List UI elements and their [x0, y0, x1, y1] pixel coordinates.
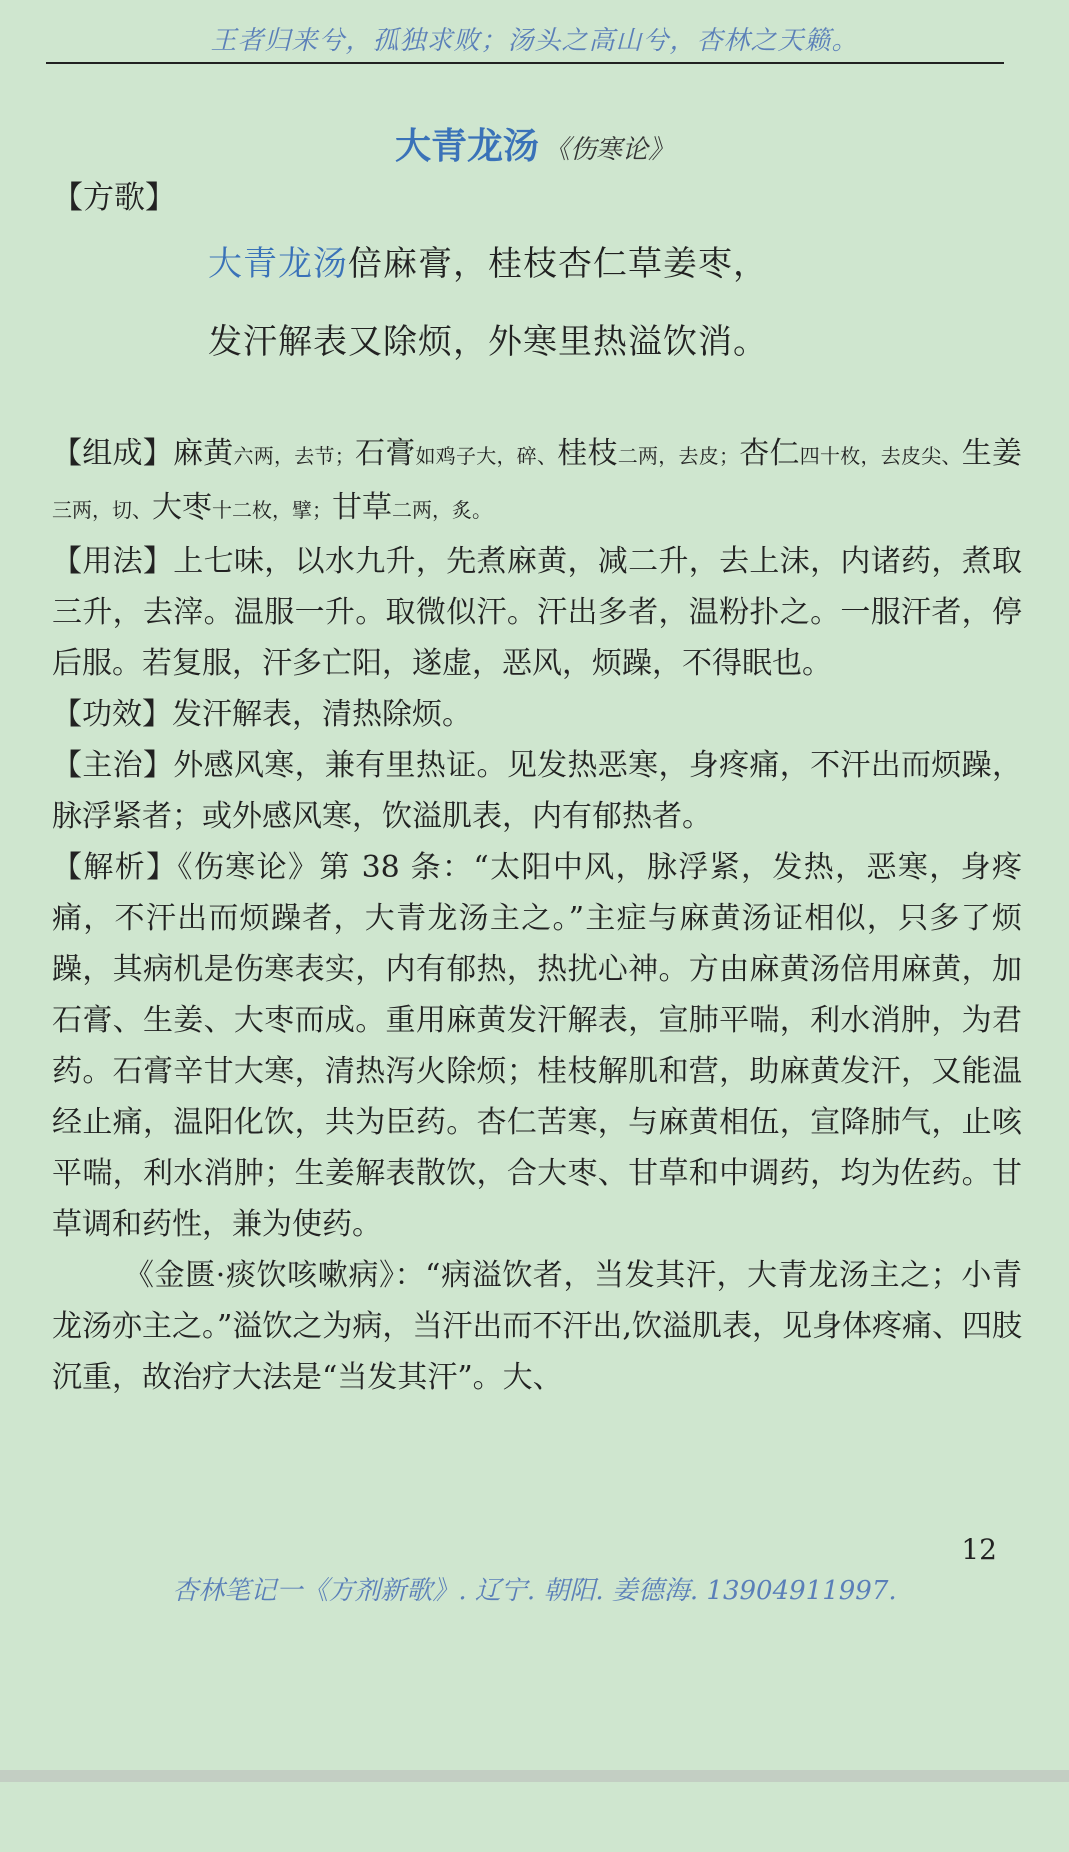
yongfa-paragraph — [52, 536, 1022, 689]
jiexi-label: 【解析】 — [52, 850, 178, 885]
verse-line-1 — [208, 236, 768, 285]
gongxiao-label: 【功效】 — [52, 697, 172, 732]
yongfa-text: 上七味，以水九升，先煮麻黄，减二升，去上沫，内诸药，煮取三升，去滓。温服一升。取微似汗。汗出多者，温粉扑之。一服汗者，停后服。若复服，汗多亡阳，遂虚，恶风，烦躁，不得眠也。 — [52, 544, 1023, 681]
ingredient-name: 甘草 — [332, 490, 392, 525]
jiexi-text: 《伤寒论》第 38 条：“太阳中风，脉浮紧，发热，恶寒，身疼痛，不汗出而烦躁者，大青龙汤主之。”主症与麻黄汤证相似，只多了烦躁，其病机是伤寒表实，内有郁热，热扰心神。方由麻黄汤倍用麻黄，加石膏、生姜、大枣而成。重用麻黄发汗解表，宣肺平喘，利水消肿，为君药。石膏辛甘大寒，清热泻火除烦；桂枝解肌和营，助麻黄发汗，又能温经止痛，温阳化饮，共为臣药。杏仁苦寒，与麻黄相伍，宣降肺气，止咳平喘，利水消肿；生姜解表散饮，合大枣、甘草和中调药，均为佐药。甘草调和药性，兼为使药。 — [52, 850, 1023, 1242]
ingredient-note: 三两，切、 — [52, 498, 152, 522]
ingredient-name: 麻黄 — [173, 436, 234, 471]
ingredient-note: 二两，炙。 — [392, 498, 492, 522]
header-motto: 王者归来兮，孤独求败；汤头之高山兮，杏林之天籁。 — [210, 26, 859, 56]
ingredient-note: 四十枚，去皮尖、 — [799, 444, 962, 468]
ingredient-name: 杏仁 — [739, 436, 800, 471]
verse-highlight: 大青龙汤 — [208, 244, 348, 284]
ingredient-note: 十二枚，擘； — [212, 498, 332, 522]
header-divider — [46, 62, 1004, 64]
body-text — [52, 428, 1022, 1403]
zucheng-label: 【组成】 — [52, 436, 173, 471]
ingredient-note: 六两，去节； — [233, 444, 355, 468]
ingredient-note: 二两，去皮； — [617, 444, 739, 468]
zhuzhi-text: 外感风寒，兼有里热证。见发热恶寒，身疼痛，不汗出而烦躁，脉浮紧者；或外感风寒，饮溢肌表，内有郁热者。 — [52, 748, 1023, 834]
formula-title: 大青龙汤 — [394, 125, 539, 167]
zhuzhi-paragraph — [52, 740, 1022, 842]
bottom-divider — [0, 1770, 1069, 1782]
ingredient-note: 如鸡子大，碎、 — [415, 444, 558, 468]
verse-line-1-text: 倍麻膏，桂枝杏仁草姜枣， — [348, 244, 768, 284]
fangge-label: 【方歌】 — [52, 180, 176, 216]
zucheng-paragraph — [52, 428, 1022, 536]
formula-source: 《伤寒论》 — [544, 135, 675, 165]
gongxiao-text: 发汗解表，清热除烦。 — [172, 697, 472, 732]
ingredient-name: 石膏 — [354, 436, 416, 471]
yongfa-label: 【用法】 — [52, 544, 174, 579]
ingredient-name: 生姜 — [961, 436, 1022, 471]
ingredient-name: 大枣 — [152, 490, 212, 525]
page-title — [0, 118, 1069, 169]
ingredient-name: 桂枝 — [557, 436, 618, 471]
jiexi-paragraph-2: 《金匮·痰饮咳嗽病》：“病溢饮者，当发其汗，大青龙汤主之；小青龙汤亦主之。”溢饮之为病，当汗出而不汗出,饮溢肌表，见身体疼痛、四肢沉重，故治疗大法是“当发其汗”。大、 — [52, 1258, 1022, 1395]
footer-credit: 杏林笔记一《方剂新歌》. 辽宁. 朝阳. 姜德海. 13904911997. — [172, 1576, 897, 1606]
zhuzhi-label: 【主治】 — [52, 748, 174, 783]
gongxiao-paragraph — [52, 689, 1022, 740]
page-number: 12 — [961, 1533, 997, 1566]
jiexi-paragraph — [52, 842, 1022, 1250]
verse-line-2: 发汗解表又除烦，外寒里热溢饮消。 — [208, 322, 768, 362]
